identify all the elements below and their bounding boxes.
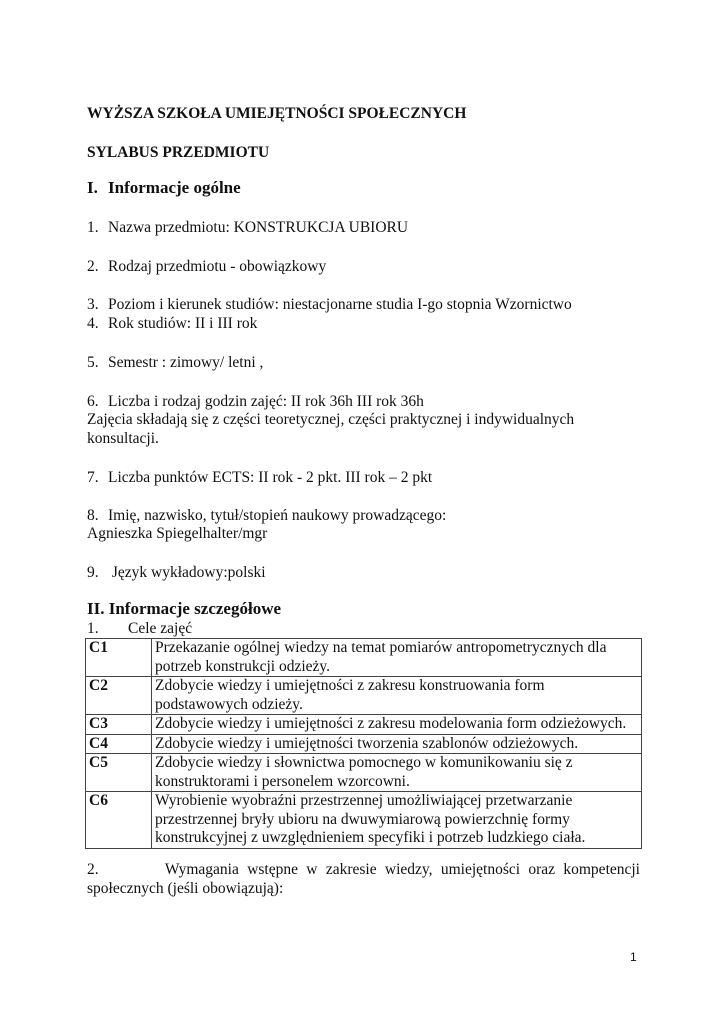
item-text: Nazwa przedmiotu: KONSTRUKCJA UBIORU (108, 219, 409, 236)
item-1 (87, 218, 408, 237)
goal-text: Wyrobienie wyobraźni przestrzennej umożliwiającej przetwarzanie przestrzennej bryły ubioru na dwuwymiarową powierzchnię formy konstrukcyjnej z uwzględnieniem specyfiki i potrzeb ludzkiego ciała. (152, 792, 642, 849)
item-4 (87, 314, 257, 333)
item-8-continuation: Agnieszka Spiegelhalter/mgr (87, 525, 268, 542)
item-2 (87, 257, 326, 276)
item-7 (87, 468, 432, 487)
subsection-2-heading: 2. Wymagania wstępne w zakresie wiedzy, umiejętności oraz kompetencji (87, 861, 640, 878)
table-row (86, 734, 642, 754)
goal-code: C1 (86, 639, 152, 677)
goals-table (85, 638, 642, 849)
subsection-title: Cele zajęć (128, 620, 193, 637)
item-9 (87, 563, 266, 582)
goal-text: Przekazanie ogólnej wiedzy na temat pomiarów antropometrycznych dla potrzeb konstrukcji odzieży. (152, 639, 642, 677)
goal-code: C4 (86, 734, 152, 754)
item-text: Liczba punktów ECTS: II rok - 2 pkt. III rok – 2 pkt (108, 469, 433, 486)
item-text: Liczba i rodzaj godzin zajęć: II rok 36h III rok 36h (108, 393, 424, 410)
goal-code: C5 (86, 754, 152, 792)
section-1-heading (87, 178, 241, 197)
item-text: Rodzaj przedmiotu - obowiązkowy (108, 258, 327, 275)
goal-code: C2 (86, 677, 152, 715)
item-number: 8. (87, 507, 99, 524)
item-text: Rok studiów: II i III rok (108, 315, 258, 332)
item-6-continuation: Zajęcia składają się z części teoretycznej, części praktycznej i indywidualnych (87, 411, 575, 428)
item-number: 4. (87, 315, 99, 332)
item-number: 3. (87, 296, 99, 313)
goal-text: Zdobycie wiedzy i umiejętności tworzenia szablonów odzieżowych. (152, 734, 642, 754)
goal-code: C3 (86, 715, 152, 735)
item-number: 2. (87, 258, 99, 275)
item-6 (87, 392, 424, 411)
item-text: Semestr : zimowy/ letni , (108, 354, 264, 371)
school-name: WYŻSZA SZKOŁA UMIEJĘTNOŚCI SPOŁECZNYCH (87, 105, 467, 122)
item-number: 6. (87, 393, 99, 410)
table-row (86, 639, 642, 677)
section-number: I. (87, 178, 98, 197)
item-number: 7. (87, 469, 99, 486)
section-title: Informacje ogólne (108, 178, 241, 197)
subsection-1-heading (87, 619, 192, 638)
table-row (86, 792, 642, 849)
table-row (86, 715, 642, 735)
table-row (86, 677, 642, 715)
subsection-number: 1. (87, 620, 99, 637)
item-5 (87, 353, 263, 372)
subsection-2-continuation: społecznych (jeśli obowiązują): (87, 880, 284, 897)
item-text: Język wykładowy:polski (108, 564, 266, 581)
item-8 (87, 506, 446, 525)
item-3 (87, 295, 572, 314)
goal-code: C6 (86, 792, 152, 849)
goal-text: Zdobycie wiedzy i umiejętności z zakresu konstruowania form podstawowych odzieży. (152, 677, 642, 715)
item-6-continuation: konsultacji. (87, 430, 159, 447)
document-title: SYLABUS PRZEDMIOTU (87, 144, 270, 161)
item-number: 9. (87, 564, 99, 581)
item-number: 1. (87, 219, 99, 236)
item-number: 5. (87, 354, 99, 371)
item-text: Imię, nazwisko, tytuł/stopień naukowy prowadzącego: (108, 507, 447, 524)
item-text: Poziom i kierunek studiów: niestacjonarne studia I-go stopnia Wzornictwo (108, 296, 572, 313)
page-number: 1 (630, 950, 637, 964)
goal-text: Zdobycie wiedzy i słownictwa pomocnego w komunikowaniu się z konstruktorami i personelem wzorcowni. (152, 754, 642, 792)
section-2-heading: II. Informacje szczegółowe (87, 599, 282, 618)
table-row (86, 754, 642, 792)
goal-text: Zdobycie wiedzy i umiejętności z zakresu modelowania form odzieżowych. (152, 715, 642, 735)
